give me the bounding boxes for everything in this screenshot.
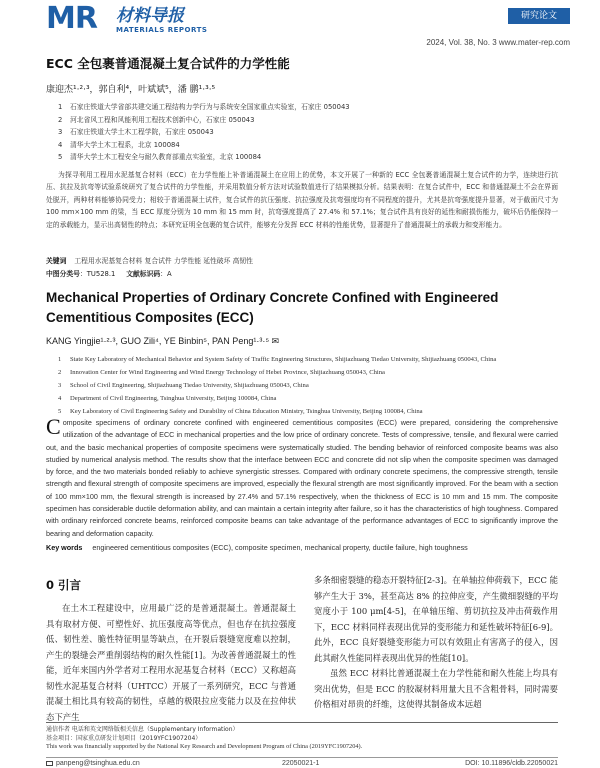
- affiliation-item: 2 Innovation Center for Wind Engineering and Wind Energy Technology of Hebei Province, Shijiazhuang 050043, China: [58, 369, 385, 376]
- english-title: Mechanical Properties of Ordinary Concrete Confined with Engineered Cementitious Composites (ECC): [46, 290, 499, 325]
- chinese-abstract: 为探寻利用工程用水泥基复合材料（ECC）在力学性能上补普通混凝土在应用上的优势，本文开展了一种新的 ECC 全包裹普通混凝土复合试件的力学，连续进行抗压、抗拉及抗弯等试验系统研究了复合试件的力学性能，并采用数值分析方法对试验数值进行了结果模拟分析。结果表明：在复合试件中，ECC 和普通混凝土不会在界面处脱开，两种材料能够协同受力；相较于普通混凝土试件，复合试件的抗压强度、抗拉强度及抗弯强度均有不同程度的提升，尤其是抗弯强度提升显著，对于截面尺寸为 100 mm×100 mm 的梁，当 ECC 厚度分别为 10 mm 和 15 mm 时，抗弯强度提高了 27.4% 和 57.1%；复合试件具有良好的延性和耐损伤能力，破坏后仍能保持一定的承载能力，显示出高韧性的特点；本研究证明全包裹的复合试件，能够充分发挥 ECC 材料的性能优势，显著提升了普通混凝土的承载力和变形能力。: [46, 171, 558, 229]
- affiliation-item: 3 石家庄铁道大学土木工程学院，石家庄 050043: [58, 128, 214, 136]
- affiliation-item: 3 School of Civil Engineering, Shijiazhuang Tiedao University, Shijiazhuang 050043, China: [58, 382, 309, 389]
- logo-mark: MR: [46, 1, 97, 36]
- article-type-tag: 研究论文: [508, 8, 570, 24]
- affiliation-item: 5 Key Laboratory of Civil Engineering Safety and Durability of China Education Ministry, Tsinghua University, Beijing 100084, China: [58, 408, 423, 415]
- english-authors: KANG Yingjie¹·²·³, GUO Zili⁴, YE Binbin⁵, PAN Peng¹·³·⁵ ✉: [46, 336, 280, 346]
- footnote: [46, 722, 558, 752]
- body-paragraph: 在土木工程建设中，应用最广泛的是普通混凝土。普通混凝土具有取材方便、可塑性好、抗压强度高等优点，但也存在抗拉强度低、韧性差、脆性特征明显等缺点，在开裂后裂缝宽度难以控制，产生的裂缝会严重削弱结构的耐久性能[1]。为改善普通混凝土的性能，近年来国内外学者对工程用水泥基复合材料（ECC）又称超高韧性水泥基复合材料（UHTCC）开展了一系列研究，ECC 与普通混凝土相比具有较高的韧性，卓越的极限拉应变能力以及在拉伸状态下产生: [46, 603, 296, 722]
- journal-header: [0, 0, 600, 40]
- footnote-prefix: 通信作者 电话和英文网络版相关信息（Supplementary Information）: [46, 726, 239, 733]
- article-code: 22050021-1: [282, 760, 320, 767]
- corresponding-email[interactable]: panpeng@tsinghua.edu.cn: [56, 760, 140, 767]
- footnote-funding-en: This work was financially supported by the National Key Research and Development Program of China (2019YFC1907204).: [46, 743, 363, 750]
- logo-english-name: MATERIALS REPORTS: [116, 26, 208, 34]
- chinese-authors: 康迎杰¹·²·³，郭自利⁴，叶斌斌⁵，潘 鹏¹·³·⁵: [46, 85, 216, 95]
- journal-logo: [46, 1, 226, 38]
- doi-link[interactable]: DOI: 10.11896/cldb.22050021: [465, 760, 558, 767]
- affiliation-item: 4 Department of Civil Engineering, Tsinghua University, Beijing 100084, China: [58, 395, 277, 402]
- body-paragraph: 虽然 ECC 材料比普通混凝土在力学性能和耐久性能上均具有突出优势，但是 ECC 的胶凝材料用量大且不含粗骨料，同时需要价格相对昂贵的纤维，这使得其制备成本远超: [314, 668, 558, 709]
- chinese-affiliations: [58, 101, 478, 164]
- abstract-dropcap: C: [46, 414, 61, 439]
- affiliation-item: 4 清华大学土木工程系，北京 100084: [58, 140, 180, 149]
- affiliation-item: 1 石家庄铁道大学省部共建交通工程结构力学行为与系统安全国家重点实验室，石家庄 050043: [58, 103, 350, 111]
- english-keywords: Key words engineered cementitious composites (ECC), composite specimen, mechanical property, ductile failure, high toughness: [46, 543, 468, 552]
- chinese-title: ECC 全包裹普通混凝土复合试件的力学性能: [46, 56, 290, 71]
- email-icon: [46, 761, 53, 766]
- body-left-column: [46, 573, 296, 725]
- affiliation-item: 2 河北省风工程和风能利用工程技术创新中心，石家庄 050043: [58, 115, 255, 124]
- footnote-funding-cn: 基金项目：国家重点研发计划项目（2019YFC1907204）: [46, 734, 202, 742]
- body-right-column: [314, 573, 558, 713]
- logo-chinese-name: 材料导报: [116, 6, 184, 26]
- issue-info: 2024, Vol. 38, No. 3 www.mater-rep.com: [426, 38, 570, 47]
- body-paragraph: 多条细密裂缝的稳态开裂特征[2-3]。在单轴拉伸荷载下，ECC 能够产生大于 3%，甚至高达 8% 的拉伸应变，产生微细裂缝的平均宽度小于 100 μm[4-5]，在单轴压缩、剪切抗拉及冲击荷载作用下，ECC 材料同样表现出优异的变形能力和延性破坏特征[6-9]。此外，ECC 良好裂缝变形能力可以有效阻止有害离子的侵入，因此其耐久性能同样表现出优异的性能[10]。: [314, 575, 558, 663]
- chinese-keywords: 关键词 工程用水泥基复合材料 复合试件 力学性能 延性破坏 高韧性: [46, 257, 253, 265]
- affiliation-item: 5 清华大学土木工程安全与耐久教育部重点实验室，北京 100084: [58, 153, 262, 161]
- affiliation-item: 1 State Key Laboratory of Mechanical Behavior and System Safety of Traffic Engineering Structures, Shijiazhuang Tiedao University, Shijiazhuang 050043, China: [58, 356, 497, 363]
- classification-line: 中图分类号：TU528.1 文献标识码：A: [46, 270, 172, 278]
- english-abstract: Composite specimens of ordinary concrete confined with engineered cementitious composites (ECC) were prepared, considering the comprehensive utilization of the advantage of ECC in mechanical properties and the low price of ordinary concrete. Tests of compressive, tensile, and flexural were carried out, and the basic mechanical properties of composite specimens were systematically studied. The bending behavior of reinforced composite beams was also studied by numerical analysis method. The results show that the interface between ECC and concrete did not slip when the composite specimen was damaged by force, and the two materials bonded reliably to achieve synergistic stresses. Compared with ordinary concrete specimens, the compressive strength, tensile strength and flexural strength of composite specimens are improved, especially the flexural strength are most significantly improved. For the beam with a section of 100 mm×100 mm, the flexural strength is increased by 27.4% and 57.1% respectively, when the thickness of ECC is 10 mm and 15 mm. The composite specimen has considerable ductile deformation ability, and can maintain a certain integrity after failure, so it has the characteristics of high toughness. Compared with ordinary reinforced concrete beams, reinforced composite beams can take advantage of the performance advantages of ECC to significantly improve the bearing and deformation capacity.: [46, 414, 558, 538]
- section-heading: 0 引言: [46, 578, 82, 592]
- page-footer: [46, 757, 558, 767]
- english-affiliations: [58, 353, 568, 418]
